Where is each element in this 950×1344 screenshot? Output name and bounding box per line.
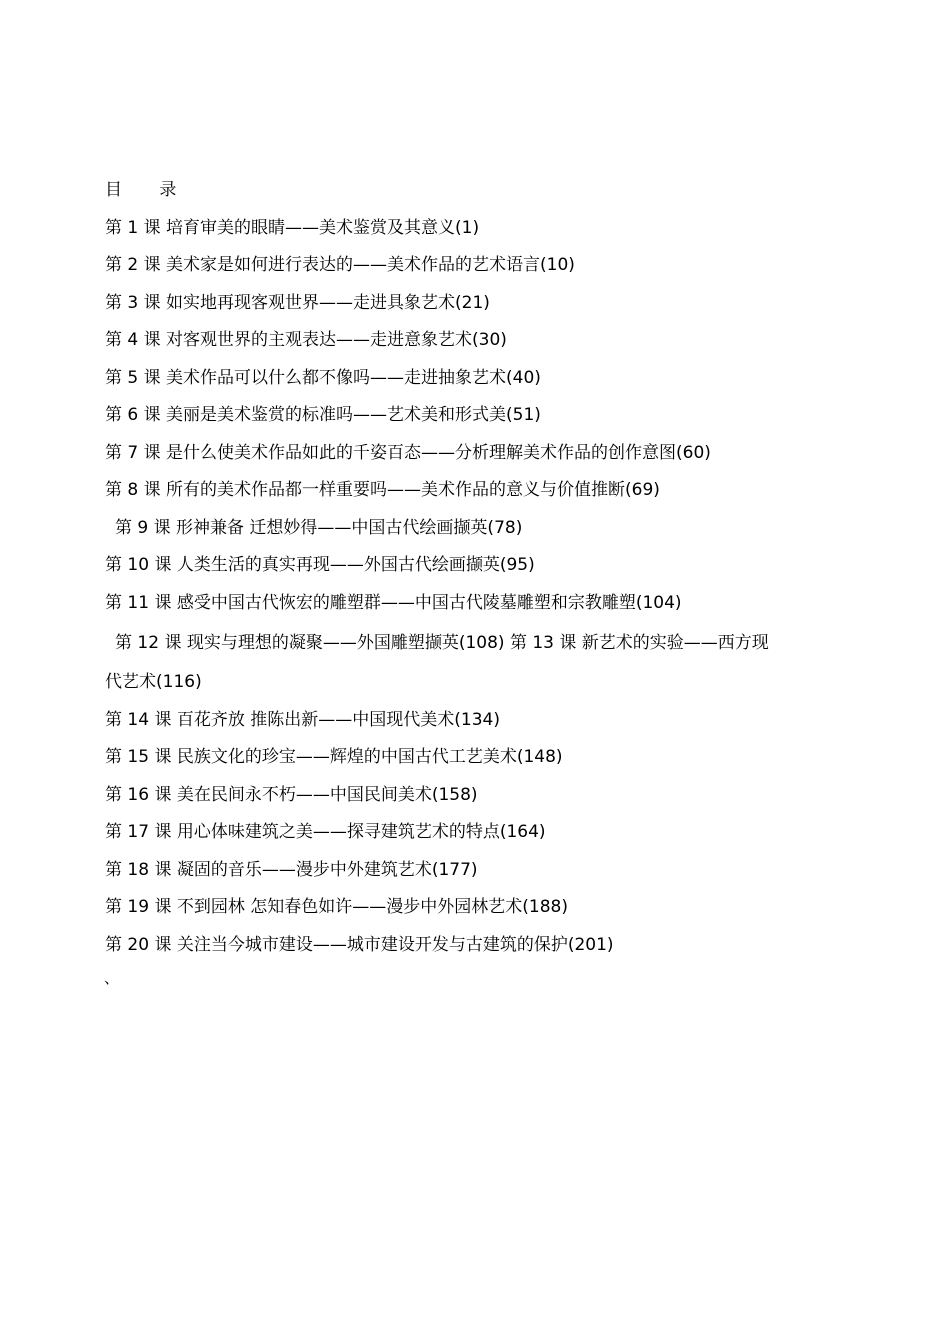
toc-entry-3: 第 3 课 如实地再现客观世界——走进具象艺术(21) (105, 292, 490, 313)
toc-entry-14: 第 14 课 百花齐放 推陈出新——中国现代美术(134) (105, 709, 500, 730)
toc-entry-2: 第 2 课 美术家是如何进行表达的——美术作品的艺术语言(10) (105, 255, 575, 275)
toc-entry-12-13: 第 12 课 现实与理想的凝聚——外国雕塑撷英(108) 第 13 课 新艺术的实验——西方现 (115, 633, 769, 653)
toc-entry-18: 第 18 课 凝固的音乐——漫步中外建筑艺术(177) (105, 859, 478, 880)
toc-entry-20: 第 20 课 关注当今城市建设——城市建设开发与古建筑的保护(201) (105, 934, 614, 955)
toc-title: 目 录 (105, 180, 193, 200)
toc-entry-7: 第 7 课 是什么使美术作品如此的千姿百态——分析理解美术作品的创作意图(60) (105, 442, 711, 463)
toc-entry-19: 第 19 课 不到园林 怎知春色如许——漫步中外园林艺术(188) (105, 897, 568, 917)
trailing-punctuation-mark: 、 (104, 969, 120, 987)
toc-entry-9: 第 9 课 形神兼备 迁想妙得——中国古代绘画撷英(78) (115, 517, 523, 538)
toc-entry-16: 第 16 课 美在民间永不朽——中国民间美术(158) (105, 784, 478, 805)
toc-entry-17: 第 17 课 用心体味建筑之美——探寻建筑艺术的特点(164) (105, 822, 546, 842)
toc-entry-11: 第 11 课 感受中国古代恢宏的雕塑群——中国古代陵墓雕塑和宗教雕塑(104) (105, 592, 682, 613)
table-of-contents (105, 172, 865, 964)
toc-entry-8: 第 8 课 所有的美术作品都一样重要吗——美术作品的意义与价值推断(69) (105, 480, 660, 500)
toc-entry-15: 第 15 课 民族文化的珍宝——辉煌的中国古代工艺美术(148) (105, 747, 563, 767)
toc-entry-1: 第 1 课 培育审美的眼睛——美术鉴赏及其意义(1) (105, 217, 480, 238)
toc-entry-5: 第 5 课 美术作品可以什么都不像吗——走进抽象艺术(40) (105, 367, 541, 388)
toc-entry-6: 第 6 课 美丽是美术鉴赏的标准吗——艺术美和形式美(51) (105, 405, 541, 425)
toc-entry-4: 第 4 课 对客观世界的主观表达——走进意象艺术(30) (105, 330, 507, 350)
toc-entry-10: 第 10 课 人类生活的真实再现——外国古代绘画撷英(95) (105, 555, 535, 575)
toc-entry-13-continued: 代艺术(116) (105, 672, 202, 692)
